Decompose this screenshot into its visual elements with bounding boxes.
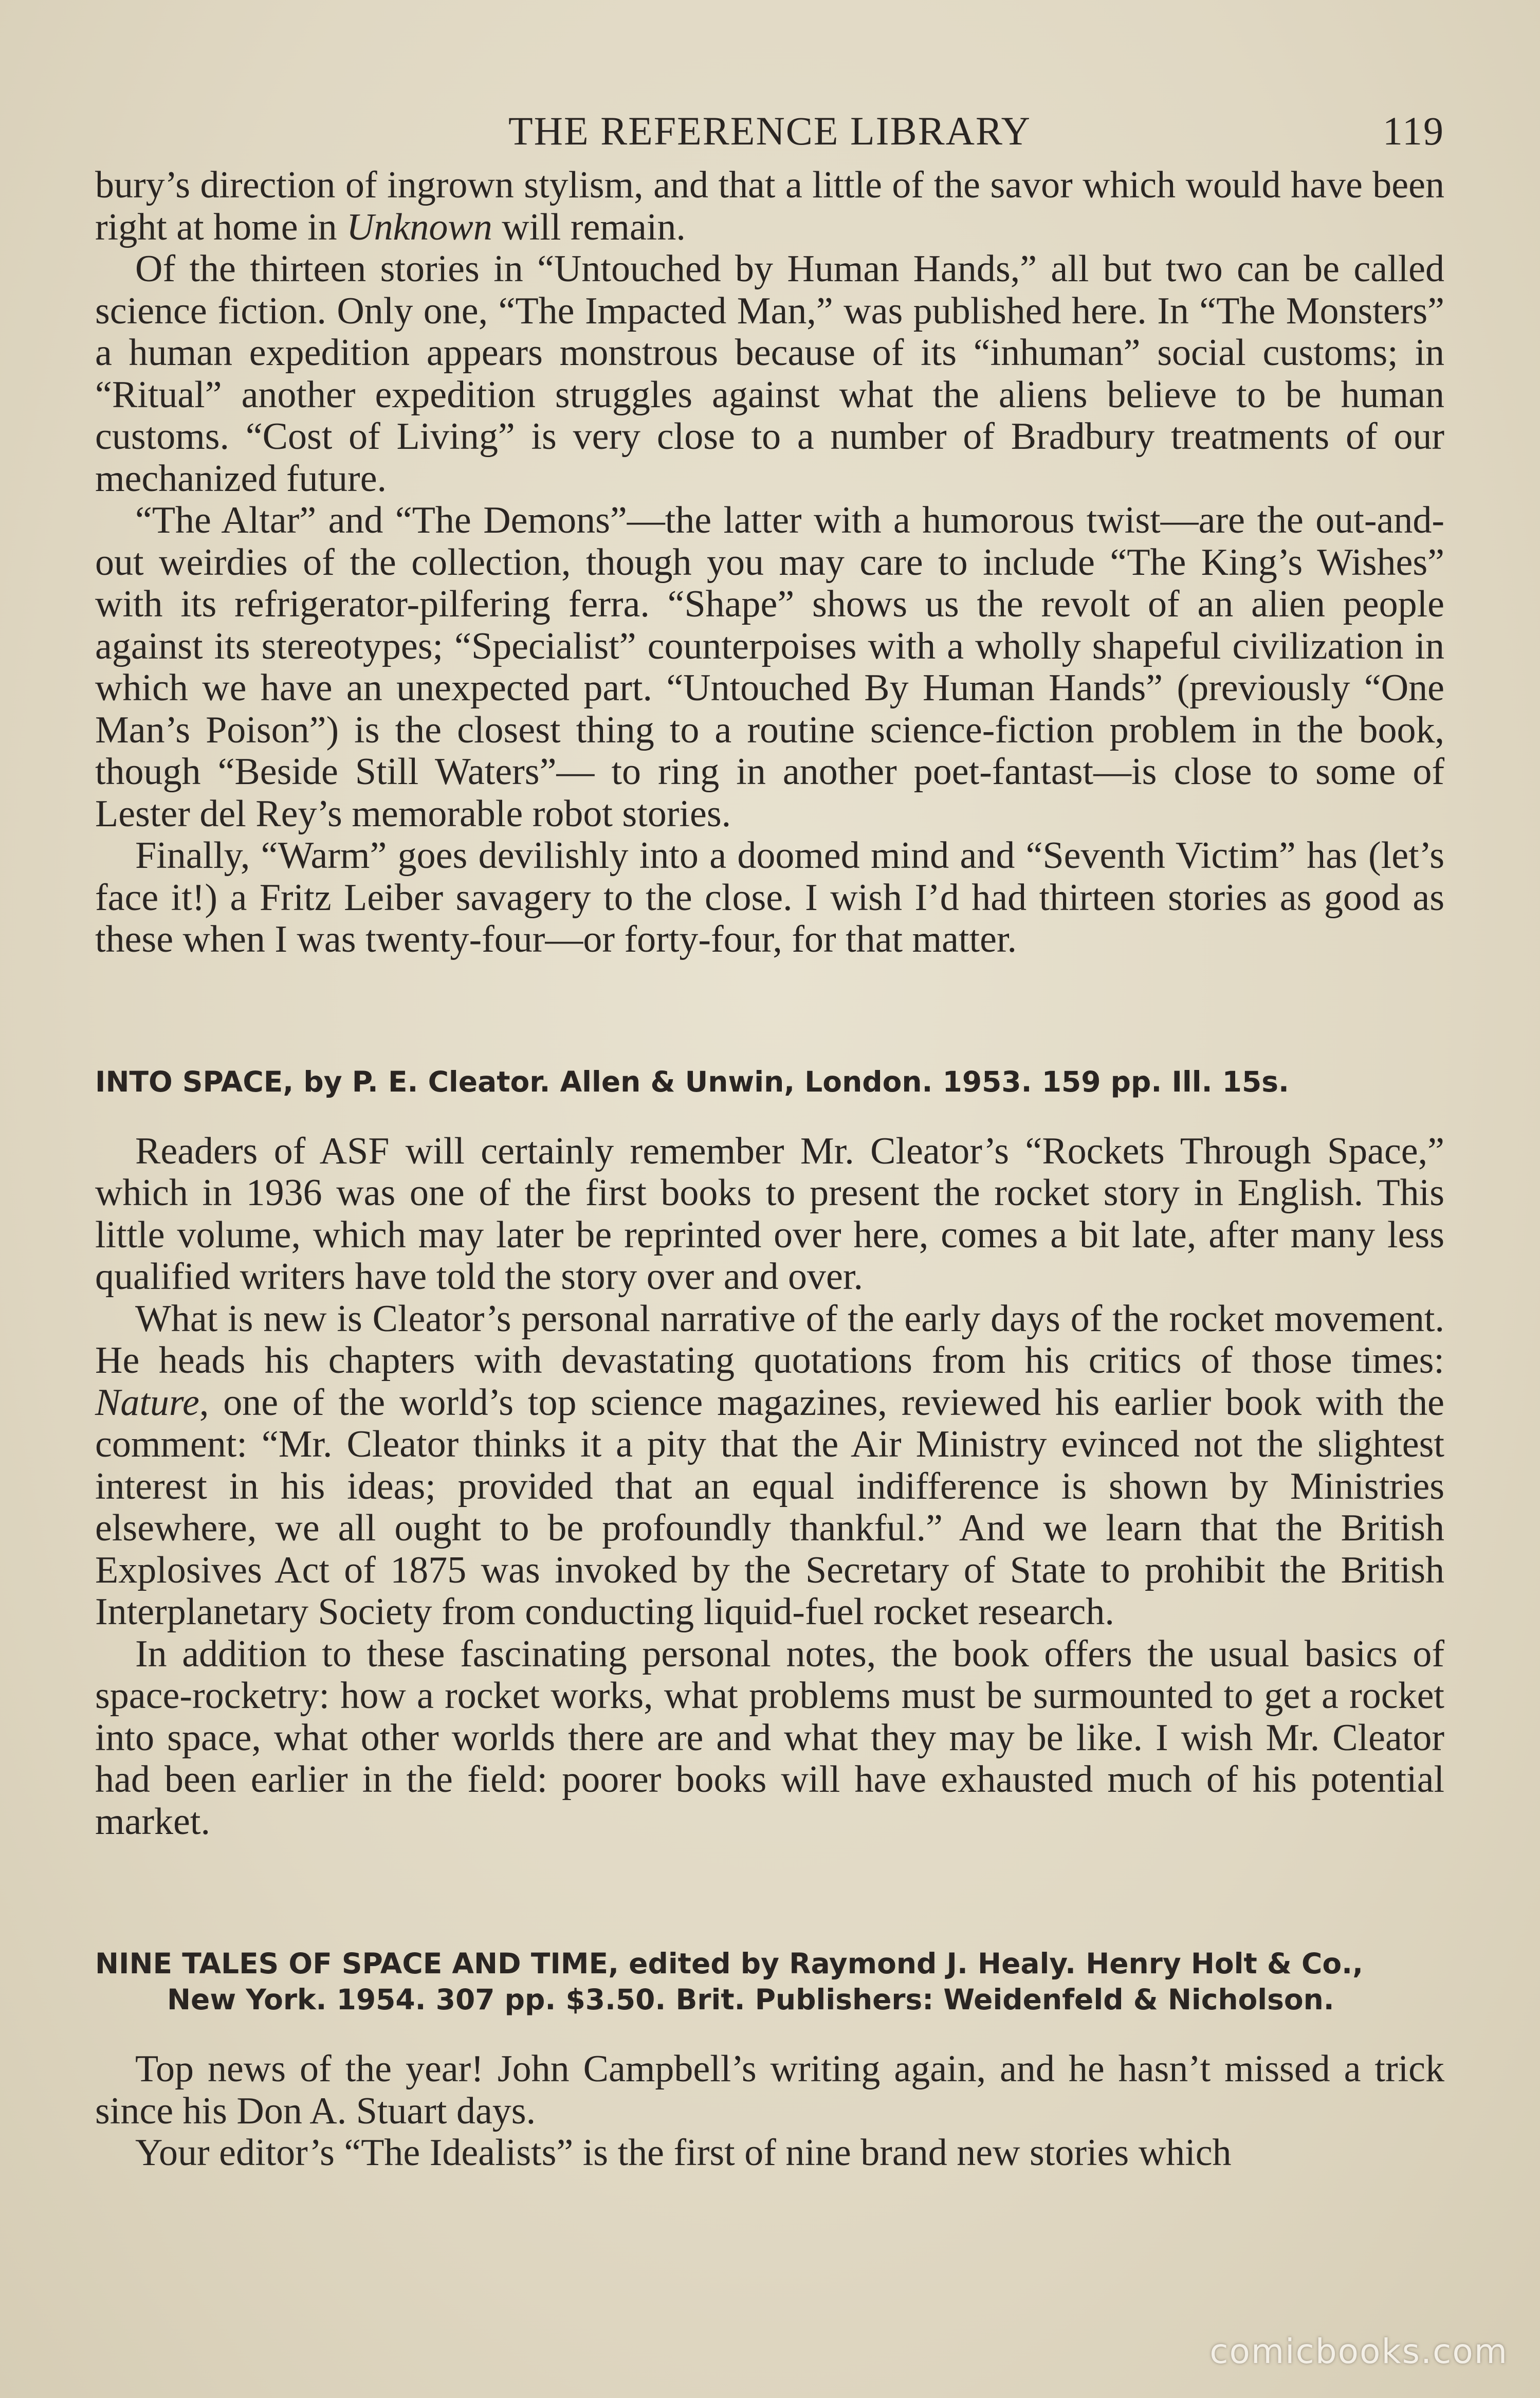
paragraph [95,165,1444,248]
watermark: comicbooks.com [1209,2332,1508,2371]
review-heading-line1: NINE TALES OF SPACE AND TIME, edited by Raymond J. Healy. Henry Holt & Co., [95,1947,1363,1980]
running-head-title: THE REFERENCE LIBRARY [508,108,1032,153]
paragraph: Top news of the year! John Campbell’s writing again, and he hasn’t missed a trick since his Don A. Stuart days. [95,2048,1444,2132]
paragraph: “The Altar” and “The Demons”—the latter with a humorous twist—are the out-and-out weirdies of the collection, though you may care to include “The King’s Wishes” with its refrigerator-pilfering ferra. “Shape” shows us the revolt of an alien people against its stereotypes; “Specialist” counterpoises with a wholly shapeful civilization in which we have an unexpected part. “Untouched By Human Hands” (previously “One Man’s Poison”) is the closest thing to a routine science-fiction problem in the book, though “Beside Still Waters”— to ring in another poet-fantast—is close to some of Lester del Rey’s memorable robot stories. [95,499,1444,835]
page-number: 119 [1382,108,1444,153]
text-run: What is new is Cleator’s personal narrative of the early days of the rocket movement. He heads his chapters with devastating quotations from his critics of those times: [95,1297,1444,1382]
paragraph: In addition to these fascinating personal notes, the book offers the usual basics of space-rocketry: how a rocket works, what problems must be surmounted to get a rocket into space, what other worlds there are and what they may be like. I wish Mr. Cleator had been earlier in the field: poorer books will have exhausted much of his potential market. [95,1632,1444,1843]
italic-title: Nature [95,1381,199,1424]
italic-title: Unknown [346,206,492,248]
paragraph [95,1298,1444,1633]
section-untouched-by-human-hands [95,165,1444,961]
review-heading [95,1946,1444,2018]
review-heading-line2: New York. 1954. 307 pp. $3.50. Brit. Publishers: Weidenfeld & Nicholson. [167,1983,1334,2016]
running-head [95,108,1444,165]
text-run: , one of the world’s top science magazines, reviewed his earlier book with the comment: “Mr. Cleator thinks it a pity that the Air Ministry evinced not the slightest interest in his ideas; provided that an equal indifference is shown by Ministries elsewhere, we all ought to be profoundly thankful.” And we learn that the British Explosives Act of 1875 was invoked by the Secretary of State to prohibit the British Interplanetary Society from conducting liquid-fuel rocket research. [95,1381,1444,1633]
book-page [95,108,1444,2174]
paragraph: Your editor’s “The Idealists” is the first of nine brand new stories which [135,2132,1232,2174]
review-heading: INTO SPACE, by P. E. Cleator. Allen & Unwin, London. 1953. 159 pp. Ill. 15s. [95,1065,1289,1098]
review-nine-tales [95,1946,1444,2174]
review-into-space [95,1064,1444,1843]
text-run: will remain. [492,206,686,248]
text-run: bury’s direction of ingrown stylism, and that a little of the savor which would have been right at home in [95,164,1444,248]
paragraph: Readers of ASF will certainly remember Mr. Cleator’s “Rockets Through Space,” which in 1936 was one of the first books to present the rocket story in English. This little volume, which may later be reprinted over here, comes a bit late, after many less qualified writers have told the story over and over. [95,1130,1444,1298]
paragraph: Finally, “Warm” goes devilishly into a doomed mind and “Seventh Victim” has (let’s face it!) a Fritz Leiber savagery to the close. I wish I’d had thirteen stories as good as these when I was twenty-four—or forty-four, for that matter. [95,834,1444,960]
paragraph: Of the thirteen stories in “Untouched by Human Hands,” all but two can be called science fiction. Only one, “The Impacted Man,” was published here. In “The Monsters” a human expedition appears monstrous because of its “inhuman” social customs; in “Ritual” another expedition struggles against what the aliens believe to be human customs. “Cost of Living” is very close to a number of Bradbury treatments of our mechanized future. [95,248,1444,500]
